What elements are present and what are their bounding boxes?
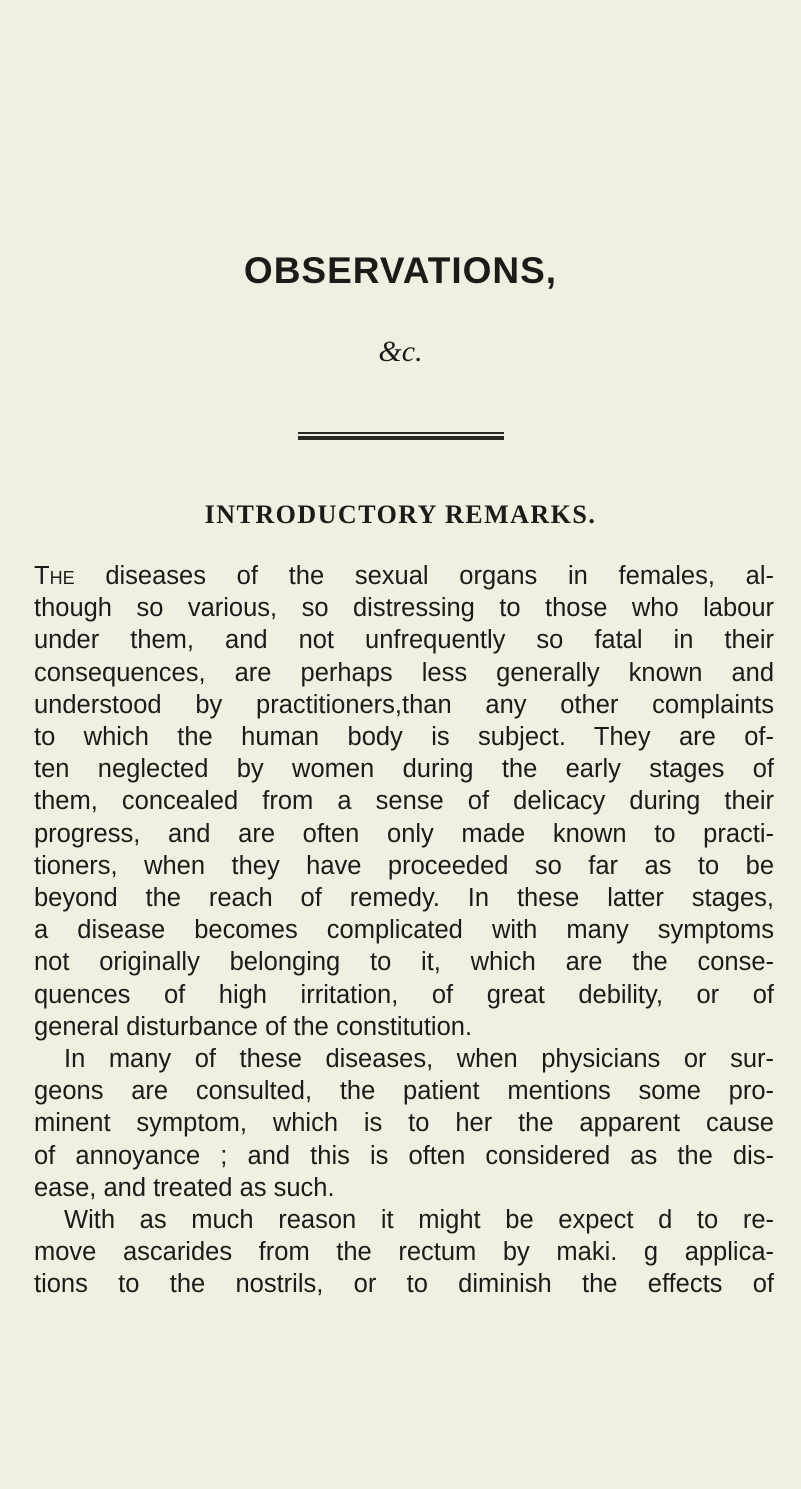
text-line: understood by practitioners,than any other complaints (34, 690, 774, 719)
text-line: to which the human body is subject. They are of- (34, 723, 774, 752)
text-line-rest: diseases of the sexual organs in females, al- (74, 562, 774, 590)
section-heading: INTRODUCTORY REMARKS. (204, 500, 597, 529)
body-paragraphs (34, 560, 774, 1301)
text-line: move ascarides from the rectum by maki. g applica- (34, 1238, 774, 1267)
text-line (34, 560, 774, 592)
text-line: progress, and are often only made known to practi- (34, 819, 774, 848)
text-line: under them, and not unfrequently so fatal in their (34, 626, 774, 655)
text-line: geons are consulted, the patient mentions some pro- (34, 1077, 774, 1106)
divider-thick-line (298, 436, 504, 440)
lead-word: The (34, 562, 75, 590)
text-line: general disturbance of the constitution. (34, 1012, 473, 1041)
subtitle: &c. (378, 335, 423, 368)
text-line: tioners, when they have proceeded so far as to be (34, 851, 774, 880)
text-line: In many of these diseases, when physicians or sur- (64, 1045, 774, 1074)
text-line: beyond the reach of remedy. In these latter stages, (34, 884, 774, 913)
section-divider (298, 432, 504, 440)
text-line: tions to the nostrils, or to diminish the effects of (34, 1270, 774, 1299)
text-line: ease, and treated as such. (34, 1173, 335, 1202)
text-line: quences of high irritation, of great debility, or of (34, 980, 774, 1009)
text-line: though so various, so distressing to those who labour (34, 594, 774, 623)
text-line: of annoyance ; and this is often considered as the dis- (34, 1141, 774, 1170)
page-title: OBSERVATIONS, (243, 250, 558, 291)
text-line: not originally belonging to it, which are the conse- (34, 948, 774, 977)
divider-thin-line (298, 432, 504, 434)
text-line: With as much reason it might be expect d to re- (64, 1206, 774, 1235)
text-line: consequences, are perhaps less generally known and (34, 658, 774, 687)
text-line: minent symptom, which is to her the apparent cause (34, 1109, 774, 1138)
text-line: ten neglected by women during the early stages of (34, 755, 774, 784)
text-line: them, concealed from a sense of delicacy during their (34, 787, 774, 816)
text-line: a disease becomes complicated with many symptoms (34, 916, 774, 945)
